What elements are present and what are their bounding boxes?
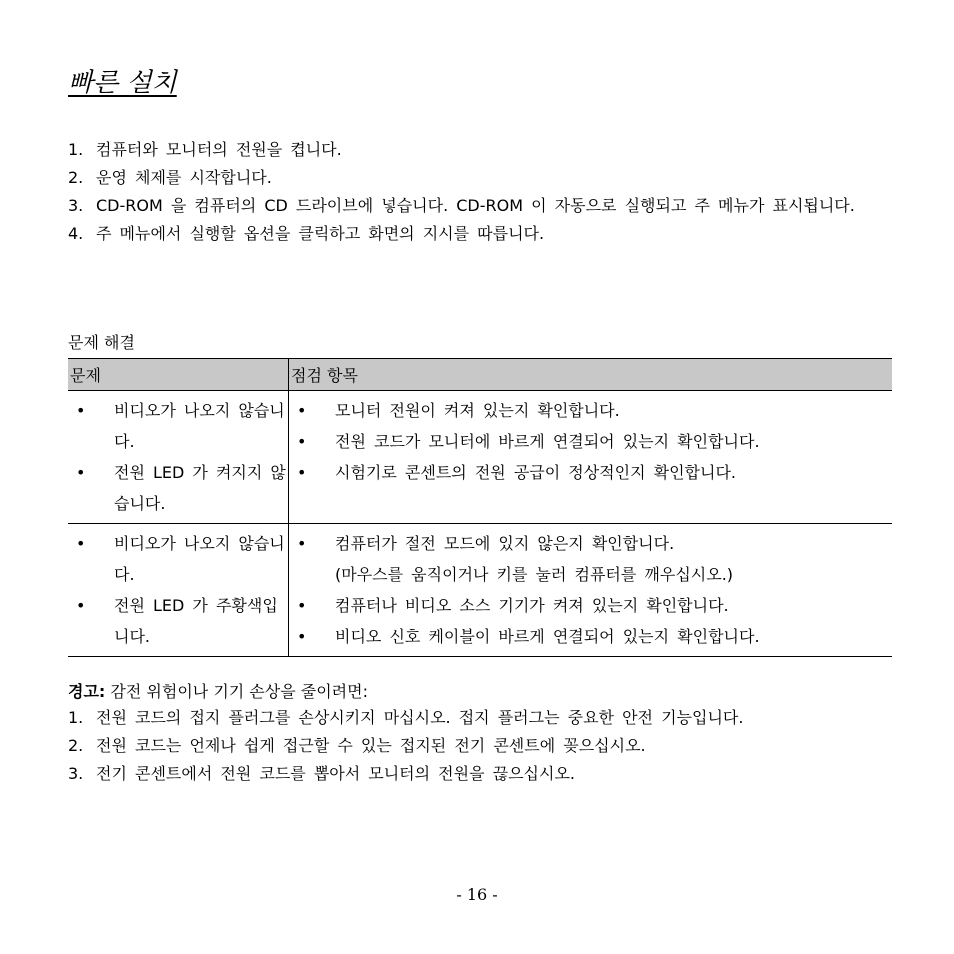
step-number: 1. xyxy=(68,140,84,159)
setup-step xyxy=(68,224,888,243)
setup-step xyxy=(68,196,888,215)
warning-item xyxy=(68,736,892,755)
problem-item: • 비디오가 나오지 않습니다. xyxy=(68,395,288,457)
step-number: 2. xyxy=(68,168,84,187)
troubleshooting-heading: 문제 해결 xyxy=(68,333,135,352)
step-text: 컴퓨터와 모니터의 전원을 켭니다. xyxy=(96,140,342,159)
warning-item-text: 전원 코드의 접지 플러그를 손상시키지 마십시오. 접지 플러그는 중요한 안전 기능입니다. xyxy=(96,708,744,727)
check-cell xyxy=(289,524,893,657)
check-item: • 컴퓨터가 절전 모드에 있지 않은지 확인합니다. xyxy=(289,528,892,559)
troubleshooting-table xyxy=(68,358,892,657)
warning-item-text: 전기 콘센트에서 전원 코드를 뽑아서 모니터의 전원을 끊으십시오. xyxy=(96,764,576,783)
page-title: 빠른 설치 xyxy=(68,68,177,98)
problem-cell xyxy=(68,524,289,657)
warning-label: 경고: xyxy=(68,682,106,701)
table-header-row xyxy=(68,359,892,391)
check-item: • 전원 코드가 모니터에 바르게 연결되어 있는지 확인합니다. xyxy=(289,426,892,457)
check-item: • 비디오 신호 케이블이 바르게 연결되어 있는지 확인합니다. xyxy=(289,621,892,652)
check-item: • 시험기로 콘센트의 전원 공급이 정상적인지 확인합니다. xyxy=(289,457,892,488)
problem-item: • 전원 LED 가 켜지지 않습니다. xyxy=(68,457,288,519)
step-number: 3. xyxy=(68,196,84,215)
table-row xyxy=(68,524,892,657)
warning-heading xyxy=(68,682,892,702)
setup-steps-list xyxy=(68,140,888,252)
column-header-problem: 문제 xyxy=(68,359,289,391)
check-cell xyxy=(289,391,893,524)
problem-item: • 전원 LED 가 주황색입니다. xyxy=(68,590,288,652)
column-header-check: 점검 항목 xyxy=(289,359,893,391)
problem-item: • 비디오가 나오지 않습니다. xyxy=(68,528,288,590)
warning-item-text: 전원 코드는 언제나 쉽게 접근할 수 있는 접지된 전기 콘센트에 꽂으십시오. xyxy=(96,736,646,755)
warning-item-number: 3. xyxy=(68,764,84,783)
step-text: 운영 체제를 시작합니다. xyxy=(96,168,272,187)
step-text: 주 메뉴에서 실행할 옵션을 클릭하고 화면의 지시를 따릅니다. xyxy=(96,224,545,243)
warning-item xyxy=(68,764,892,783)
step-text: CD-ROM 을 컴퓨터의 CD 드라이브에 넣습니다. CD-ROM 이 자동으로 실행되고 주 메뉴가 표시됩니다. xyxy=(96,196,855,215)
warning-text: 감전 위험이나 기기 손상을 줄이려면: xyxy=(110,682,368,701)
table-row xyxy=(68,391,892,524)
setup-step xyxy=(68,140,888,159)
step-number: 4. xyxy=(68,224,84,243)
page-number: - 16 - xyxy=(456,885,498,904)
warning-item-number: 1. xyxy=(68,708,84,727)
problem-cell xyxy=(68,391,289,524)
setup-step xyxy=(68,168,888,187)
warning-list xyxy=(68,708,892,783)
warning-item xyxy=(68,708,892,727)
warning-section xyxy=(68,682,892,792)
warning-item-number: 2. xyxy=(68,736,84,755)
check-item: • 컴퓨터나 비디오 소스 기기가 켜져 있는지 확인합니다. xyxy=(289,590,892,621)
check-item: • 모니터 전원이 켜져 있는지 확인합니다. xyxy=(289,395,892,426)
check-item-note: (마우스를 움직이거나 키를 눌러 컴퓨터를 깨우십시오.) xyxy=(335,565,734,584)
